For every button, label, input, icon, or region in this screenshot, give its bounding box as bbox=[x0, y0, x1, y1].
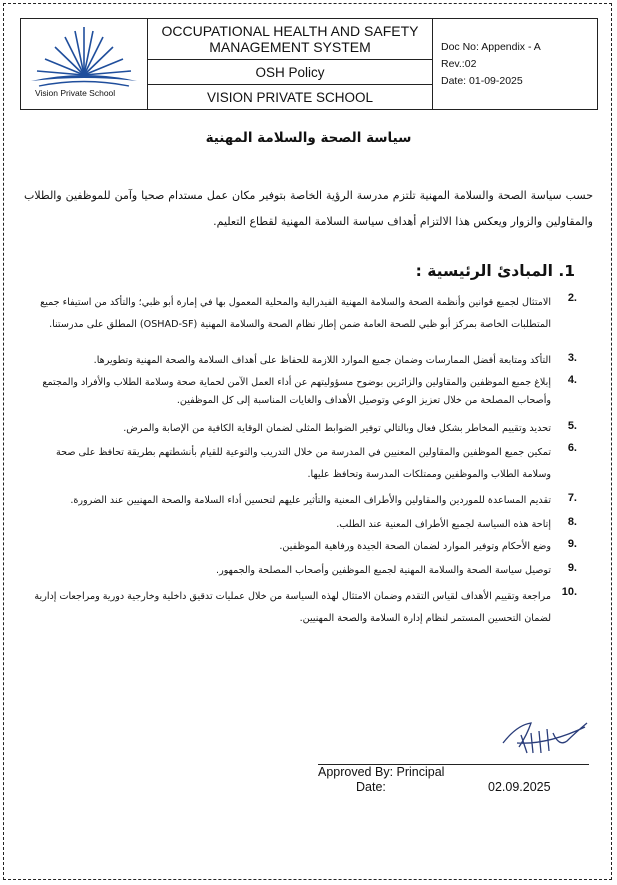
list-item bbox=[30, 538, 577, 562]
item-text: تحديد وتقييم المخاطر بشكل فعال وبالتالي توفير الضوابط المثلى لضمان الوقاية الكافية من الإصابة والمرض. bbox=[123, 423, 551, 434]
item-text: التأكد ومتابعة أفضل الممارسات وضمان جميع الموارد اللازمة للحفاظ على أهداف السلامة والصحة المهنية وتطويرها. bbox=[93, 355, 551, 366]
approved-by: Approved By: Principal bbox=[318, 765, 445, 779]
item-number: 2. bbox=[567, 292, 577, 304]
item-number: 3. bbox=[567, 352, 577, 364]
approval-date: 02.09.2025 bbox=[488, 780, 551, 794]
item-number: 6. bbox=[567, 442, 577, 454]
item-text: توصيل سياسة الصحة والسلامة المهنية لجميع الموظفين وأصحاب المصلحة والجمهور. bbox=[216, 565, 551, 576]
principles-list bbox=[30, 292, 577, 632]
logo-cell bbox=[21, 19, 148, 110]
revision: Rev.:02 bbox=[441, 57, 477, 70]
policy-name: OSH Policy bbox=[148, 60, 433, 85]
item-number: 5. bbox=[567, 420, 577, 432]
list-item bbox=[30, 562, 577, 586]
system-title: OCCUPATIONAL HEALTH AND SAFETY MANAGEMENT SYSTEM bbox=[148, 19, 433, 60]
item-number: 10. bbox=[561, 586, 577, 598]
principles-heading: 1. المبادئ الرئيسية : bbox=[415, 262, 575, 280]
item-text: تمكين جميع الموظفين والمقاولين المعنيين في المدرسة من خلال التدريب والتوعية للقيام بأنشطتهم بطريقة تحافظ على صحة وسلامة الطلاب والموظفين وممتلكات المدرسة وتحافظ عليها. bbox=[56, 447, 551, 480]
item-number: 7. bbox=[567, 492, 577, 504]
item-text: مراجعة وتقييم الأهداف لقياس التقدم وضمان الامتثال لهذه السياسة من خلال عمليات تدقيق داخلية وخارجية دورية ومراجعات إدارية لضمان التحسين المستمر لنظام إدارة السلامة والصحة المهنيين. bbox=[34, 591, 551, 624]
doc-number: Doc No: Appendix - A bbox=[441, 40, 541, 53]
list-item bbox=[30, 586, 577, 632]
doc-date: Date: 01-09-2025 bbox=[441, 74, 523, 87]
logo-caption: Vision Private School bbox=[35, 88, 116, 98]
item-text: وضع الأحكام وتوفير الموارد لضمان الصحة الجيدة ورفاهية الموظفين. bbox=[279, 541, 551, 552]
list-item bbox=[30, 292, 577, 352]
item-text: إتاحة هذه السياسة لجميع الأطراف المعنية عند الطلب. bbox=[336, 519, 551, 530]
item-text: إبلاغ جميع الموظفين والمقاولين والزائرين بوضوح مسؤوليتهم عن أداء العمل الآمن لحماية صحة وسلامة الطلاب والأفراد والمجتمع وأصحاب المصلحة من خلال تعزيز الوعي وتوصيل الأهداف والغايات المناسبة إلى كل الموظفين. bbox=[42, 377, 551, 406]
item-text: الامتثال لجميع قوانين وأنظمة الصحة والسلامة المهنية الفيدرالية والمحلية المعمول بها في إمارة أبو ظبي؛ والتأكد من استيفاء جميع المتطلبات الخاصة بمركز أبو ظبي للصحة العامة ضمن إطار نظام الصحة والسلامة المهنية (OSHAD-SF) المطلق على مدرستنا. bbox=[40, 297, 551, 330]
intro-paragraph: حسب سياسة الصحة والسلامة المهنية تلتزم مدرسة الرؤية الخاصة بتوفير مكان عمل مستدام صحيا وآمن للموظفين والطلاب والمقاولين والزوار ويعكس هذا الالتزام أهداف سياسة السلامة المهنية لقطاع التعليم. bbox=[24, 189, 593, 228]
item-number: 9. bbox=[567, 538, 577, 550]
item-number: 4. bbox=[567, 374, 577, 386]
list-item bbox=[30, 442, 577, 492]
item-number: 9. bbox=[567, 562, 577, 574]
item-number: 8. bbox=[567, 516, 577, 528]
item-text: تقديم المساعدة للموردين والمقاولين والأطراف المعنية والتأثير عليهم لتحسين أداء السلامة والصحة المهنيين عند الضرورة. bbox=[70, 495, 551, 506]
list-item bbox=[30, 516, 577, 538]
doc-info bbox=[433, 19, 598, 110]
principal-signature bbox=[497, 713, 592, 761]
document-title: سياسة الصحة والسلامة المهنية bbox=[205, 130, 412, 146]
approval-date-label: Date: bbox=[356, 780, 386, 794]
list-item bbox=[30, 374, 577, 420]
document-header bbox=[20, 18, 598, 110]
school-logo-icon bbox=[29, 23, 139, 89]
list-item bbox=[30, 420, 577, 442]
school-name: VISION PRIVATE SCHOOL bbox=[148, 85, 433, 110]
list-item bbox=[30, 492, 577, 516]
list-item bbox=[30, 352, 577, 374]
